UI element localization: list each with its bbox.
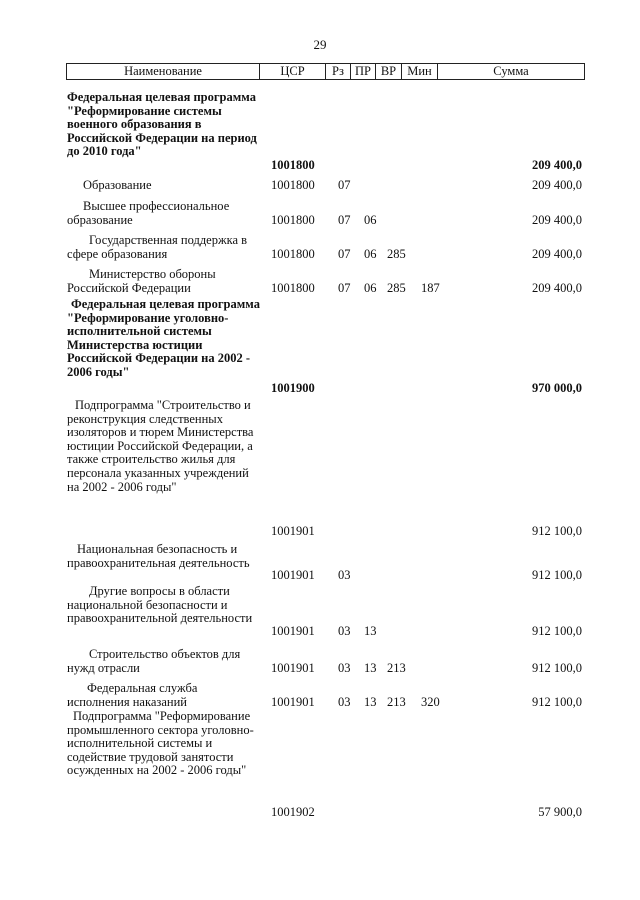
row-name: Федеральная целевая программа "Реформирование уголовно-исполнительной системы Министерства юстиции Российской Федерации на 2002 - 2006 годы"	[67, 297, 260, 379]
row-vr: 213	[387, 695, 406, 709]
row-csr: 1001902	[271, 805, 315, 819]
row-name: Подпрограмма "Реформирование промышленного сектора уголовно-исполнительной системы и содействие трудовой занятости осужденных на 2002 - 2006 годы"	[67, 709, 254, 778]
row-name: Подпрограмма "Строительство и реконструкция следственных изоляторов и тюрем Министерства юстиции Российской Федерации, а также строительство жилья для персонала указанных учреждений на 2002 - 2006 годы"	[67, 398, 254, 494]
row-rz: 07	[338, 247, 351, 261]
row-vr: 285	[387, 247, 406, 261]
row-pr: 13	[364, 695, 377, 709]
row-name: Высшее профессиональное образование	[67, 199, 230, 227]
row-name: Образование	[83, 178, 152, 192]
header-vr: ВР	[376, 64, 402, 79]
row-pr: 06	[364, 213, 377, 227]
row-sum: 912 100,0	[532, 624, 582, 638]
row-sum: 970 000,0	[532, 381, 582, 395]
row-min: 320	[421, 695, 440, 709]
row-csr: 1001900	[271, 381, 315, 395]
row-rz: 03	[338, 568, 351, 582]
row-name: Федеральная служба исполнения наказаний	[67, 681, 198, 709]
row-sum: 912 100,0	[532, 568, 582, 582]
row-csr: 1001800	[271, 247, 315, 261]
row-rz: 03	[338, 661, 351, 675]
row-pr: 13	[364, 661, 377, 675]
row-name: Федеральная целевая программа "Реформирование системы военного образования в Российской Федерации на период до 2010 года"	[67, 90, 257, 159]
row-sum: 57 900,0	[538, 805, 582, 819]
row-pr: 06	[364, 281, 377, 295]
row-sum: 912 100,0	[532, 661, 582, 675]
row-rz: 03	[338, 624, 351, 638]
row-pr: 13	[364, 624, 377, 638]
row-csr: 1001800	[271, 158, 315, 172]
row-vr: 213	[387, 661, 406, 675]
row-rz: 03	[338, 695, 351, 709]
row-csr: 1001901	[271, 568, 315, 582]
row-sum: 209 400,0	[532, 281, 582, 295]
row-name: Национальная безопасность и правоохранительная деятельность	[67, 542, 250, 570]
row-csr: 1001800	[271, 281, 315, 295]
row-sum: 209 400,0	[532, 158, 582, 172]
row-pr: 06	[364, 247, 377, 261]
row-min: 187	[421, 281, 440, 295]
page-number: 29	[313, 37, 327, 52]
row-csr: 1001901	[271, 695, 315, 709]
header-sum: Сумма	[493, 64, 529, 78]
row-name: Строительство объектов для нужд отрасли	[67, 647, 241, 675]
row-csr: 1001901	[271, 661, 315, 675]
row-csr: 1001800	[271, 178, 315, 192]
row-csr: 1001901	[271, 524, 315, 538]
header-min: Мин	[402, 64, 438, 79]
row-vr: 285	[387, 281, 406, 295]
row-rz: 07	[338, 178, 351, 192]
row-sum: 912 100,0	[532, 524, 582, 538]
row-sum: 209 400,0	[532, 213, 582, 227]
row-rz: 07	[338, 281, 351, 295]
row-sum: 912 100,0	[532, 695, 582, 709]
row-name: Министерство обороны Российской Федерации	[67, 267, 216, 295]
row-name: Другие вопросы в области национальной безопасности и правоохранительной деятельности	[67, 584, 253, 626]
row-sum: 209 400,0	[532, 178, 582, 192]
row-csr: 1001800	[271, 213, 315, 227]
row-sum: 209 400,0	[532, 247, 582, 261]
row-rz: 07	[338, 213, 351, 227]
table-header	[66, 63, 585, 80]
header-csr: ЦСР	[260, 64, 326, 79]
header-name: Наименование	[67, 64, 260, 79]
header-pr: ПР	[351, 64, 376, 79]
row-name: Государственная поддержка в сфере образования	[67, 233, 248, 261]
header-rz: Рз	[326, 64, 351, 79]
row-csr: 1001901	[271, 624, 315, 638]
